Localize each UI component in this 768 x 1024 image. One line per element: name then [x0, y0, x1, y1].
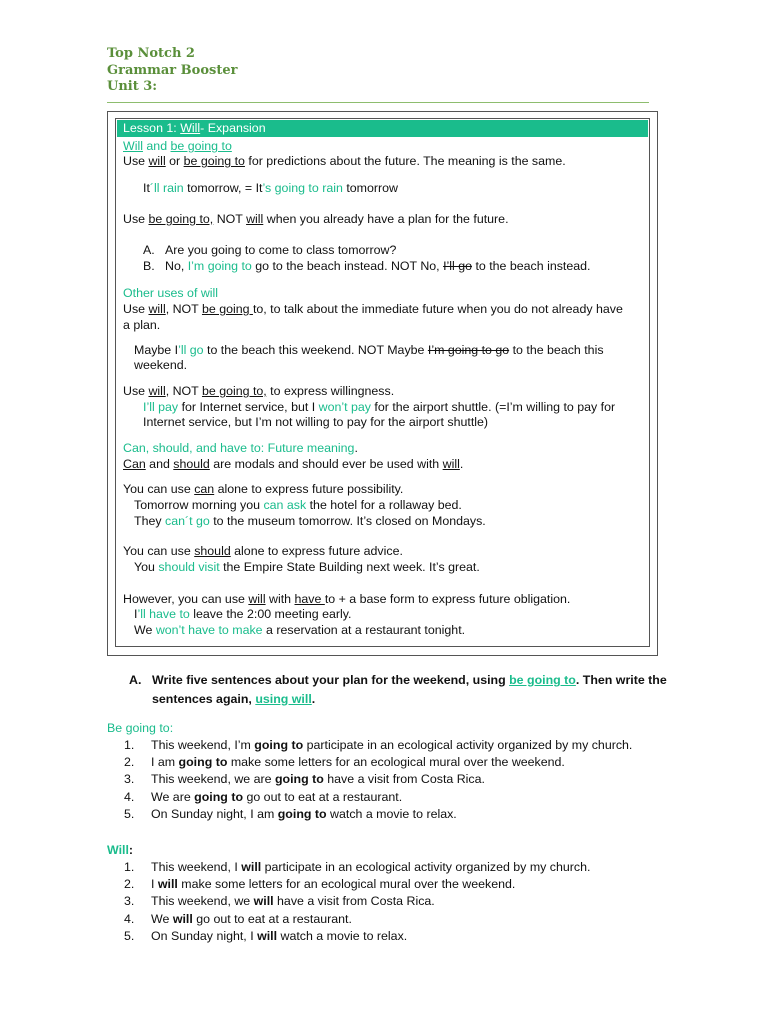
list-item-text: This weekend, I’m — [151, 738, 255, 752]
text: to express willingness. — [266, 384, 395, 398]
lesson-title-prefix: Lesson 1: — [123, 121, 181, 135]
rule-plan — [123, 211, 509, 227]
text-and: and — [142, 139, 171, 153]
going-to-heading: Be going to: — [107, 721, 174, 735]
text: , NOT — [165, 302, 202, 316]
text: for Internet service, but I — [178, 400, 319, 414]
list-item-text: We are — [151, 789, 195, 804]
example-beach-cont: weekend. — [134, 358, 188, 372]
text: I’ll pay — [143, 400, 179, 414]
text: tomorrow, = It — [183, 181, 263, 195]
text: , NOT — [165, 384, 202, 398]
text: They — [134, 514, 165, 528]
list-item-text: going to — [254, 738, 304, 752]
text: to the beach instead. — [472, 259, 591, 273]
section-will-and-going-to-title — [123, 138, 232, 154]
strikethrough-text: I’m going to go — [427, 343, 510, 357]
text: with — [265, 592, 295, 606]
list-item-text: On Sunday night, I — [151, 928, 258, 943]
dialog-b-text — [165, 258, 591, 274]
text: . — [459, 457, 464, 471]
list-item-text: I — [151, 877, 158, 892]
text: can — [194, 482, 215, 496]
text: . — [311, 692, 316, 706]
list-item — [151, 911, 352, 927]
text: be going — [201, 302, 253, 316]
text: Use — [123, 154, 149, 168]
lesson-title-will: Will — [180, 121, 201, 135]
text: Tomorrow morning you — [134, 498, 264, 512]
list-item-text: This weekend, we — [151, 894, 254, 909]
text: We — [134, 623, 156, 637]
list-item-number: 2. — [124, 877, 135, 892]
example-have-to — [134, 606, 351, 622]
text: won’t have to make — [155, 623, 263, 637]
list-item-text: make some letters for an ecological mural over the weekend. — [177, 877, 516, 892]
list-item-text: will — [241, 860, 262, 874]
text: be going to — [183, 154, 245, 168]
list-item-text: have a visit from Costa Rica. — [323, 772, 485, 787]
example-can-ask — [134, 497, 462, 513]
text: . Then write the — [575, 673, 667, 687]
text-be-going-to: be going to — [170, 139, 232, 153]
rule-should — [123, 543, 403, 559]
text: You can use — [123, 544, 195, 558]
header-rule — [107, 102, 649, 103]
text: will — [248, 592, 266, 606]
list-item-text: On Sunday night, I am — [151, 806, 278, 821]
text: You can use — [123, 482, 195, 496]
text: go to the beach instead. NOT No, — [251, 259, 444, 273]
list-item-text: We — [151, 911, 173, 926]
list-item — [151, 754, 565, 770]
rule-have-to — [123, 591, 570, 607]
example-wont-have-to — [134, 622, 465, 638]
list-item-text: will — [157, 877, 178, 892]
text: a reservation at a restaurant tonight. — [262, 623, 466, 637]
text: ’ll go — [178, 343, 204, 357]
text: Can, should, and have to: Future meaning — [123, 441, 355, 455]
text: when you already have a plan for the future. — [263, 212, 509, 226]
text: using will — [255, 692, 312, 706]
header-line-1: Top Notch 2 — [107, 46, 195, 61]
document-header — [107, 46, 237, 96]
text: leave the 2:00 meeting early. — [189, 607, 352, 621]
text: will — [148, 154, 166, 168]
text: for the airport shuttle. (=I’m willing to pay for — [370, 400, 616, 414]
text: the Empire State Building next week. It’s great. — [219, 560, 480, 574]
list-item — [151, 893, 435, 909]
text-will: Will — [123, 139, 143, 153]
exercise-instruction-line-1 — [152, 672, 667, 688]
rule-willingness — [123, 383, 394, 399]
list-item-text: participate in an ecological activity organized by my church. — [303, 738, 633, 752]
example-beach — [134, 342, 604, 358]
list-item-text: This weekend, we are — [151, 772, 275, 787]
text: Use — [123, 302, 149, 316]
list-item — [151, 876, 515, 892]
text: the hotel for a rollaway bed. — [306, 498, 462, 512]
text: will — [148, 384, 166, 398]
text: and — [145, 457, 174, 471]
list-item-text: will — [172, 911, 193, 926]
list-item-number: 4. — [124, 789, 135, 804]
dialog-a-text: Are you going to come to class tomorrow? — [165, 243, 397, 257]
list-item-text: This weekend, I — [151, 860, 242, 874]
list-item-text: go out to eat at a restaurant. — [192, 911, 352, 926]
list-item-text: make some letters for an ecological mural over the weekend. — [227, 755, 565, 770]
example-pay — [143, 399, 615, 415]
list-item-text: I am — [151, 755, 179, 770]
text: to the beach this weekend. NOT Maybe — [203, 343, 428, 357]
text: Will — [107, 843, 129, 857]
list-item-number: 1. — [124, 860, 135, 874]
strikethrough-text: I’ll go — [443, 259, 472, 273]
list-item-text: going to — [274, 772, 324, 787]
list-item-text: go out to eat at a restaurant. — [243, 789, 403, 804]
text: However, you can use — [123, 592, 249, 606]
list-item-text: watch a movie to relax. — [326, 806, 457, 821]
text: ´ll rain — [149, 181, 184, 195]
header-line-3: Unit 3: — [107, 79, 158, 94]
text: will — [148, 302, 166, 316]
text: to + a base form to express future obligation. — [324, 592, 571, 606]
list-item-text: going to — [178, 755, 228, 770]
example-should-visit — [134, 559, 480, 575]
text: ’ll have to — [137, 607, 190, 621]
text: Can — [123, 457, 146, 471]
lesson-title-suffix: - Expansion — [200, 121, 266, 135]
list-item — [151, 806, 457, 822]
rule-immediate-future — [123, 301, 623, 317]
list-item-text: going to — [194, 789, 244, 804]
text: I — [134, 607, 138, 621]
text: are modals and should ever be used with — [209, 457, 443, 471]
list-item — [151, 771, 485, 787]
list-item-text: will — [257, 928, 278, 943]
will-heading — [107, 842, 133, 858]
text: should — [194, 544, 231, 558]
text: won’t pay — [318, 400, 371, 414]
text: will — [246, 212, 264, 226]
text: or — [165, 154, 184, 168]
text: will — [442, 457, 460, 471]
rule-can — [123, 481, 403, 497]
text: to, to talk about the immediate future when you do not already have — [252, 302, 623, 316]
text: alone to express future advice. — [230, 544, 403, 558]
list-item — [151, 789, 402, 805]
text: be going to — [509, 673, 576, 687]
rule-immediate-future-cont: a plan. — [123, 318, 161, 332]
section-modals-title — [123, 440, 358, 456]
example-rain — [143, 180, 398, 196]
text: to the museum tomorrow. It’s closed on Mondays. — [209, 514, 486, 528]
text: should — [173, 457, 210, 471]
text: : — [128, 843, 134, 857]
text: No, — [165, 259, 188, 273]
rule-modals — [123, 456, 463, 472]
list-item-number: 2. — [124, 755, 135, 770]
list-item — [151, 859, 590, 875]
text: can ask — [263, 498, 307, 512]
list-item — [151, 737, 632, 753]
text: should visit — [158, 560, 220, 574]
list-item-number: 3. — [124, 772, 135, 787]
exercise-instruction-line-2 — [152, 691, 315, 707]
text: Use — [123, 212, 149, 226]
list-item-number: 5. — [124, 806, 135, 821]
text: alone to express future possibility. — [214, 482, 404, 496]
text: ’s going to rain — [262, 181, 343, 195]
dialog-b-label: B. — [143, 259, 155, 273]
header-line-2: Grammar Booster — [107, 62, 238, 78]
text: to the beach this — [509, 343, 604, 357]
text: NOT — [213, 212, 247, 226]
example-pay-cont: Internet service, but I’m not willing to pay for the airport shuttle) — [143, 415, 489, 429]
text: can´t go — [165, 514, 210, 528]
list-item-text: watch a movie to relax. — [277, 928, 408, 943]
list-item — [151, 928, 407, 944]
exercise-label: A. — [129, 673, 142, 687]
rule-predictions — [123, 153, 566, 169]
dialog-a-label: A. — [143, 243, 155, 257]
text: . — [354, 441, 358, 455]
list-item-text: participate in an ecological activity organized by my church. — [261, 860, 591, 874]
text: It — [143, 181, 150, 195]
list-item-number: 5. — [124, 928, 135, 943]
list-item-number: 3. — [124, 894, 135, 909]
list-item-number: 4. — [124, 911, 135, 926]
text: You — [134, 560, 159, 574]
list-item-number: 1. — [124, 738, 135, 752]
text: I’m going to — [187, 259, 252, 273]
text: sentences again, — [152, 692, 256, 706]
section-other-uses-title: Other uses of will — [123, 286, 219, 300]
example-cant-go — [134, 513, 486, 529]
text: be going to, — [201, 384, 267, 398]
list-item-text: will — [253, 894, 274, 909]
text: Maybe I — [134, 343, 179, 357]
text: Use — [123, 384, 149, 398]
lesson-title-bar — [117, 120, 648, 137]
list-item-text: have a visit from Costa Rica. — [273, 894, 435, 909]
text: have — [294, 592, 325, 606]
text: tomorrow — [342, 181, 398, 195]
text: for predictions about the future. The meaning is the same. — [244, 154, 566, 168]
text: Write five sentences about your plan for the weekend, using — [152, 673, 510, 687]
list-item-text: going to — [277, 806, 327, 821]
text: be going to, — [148, 212, 214, 226]
